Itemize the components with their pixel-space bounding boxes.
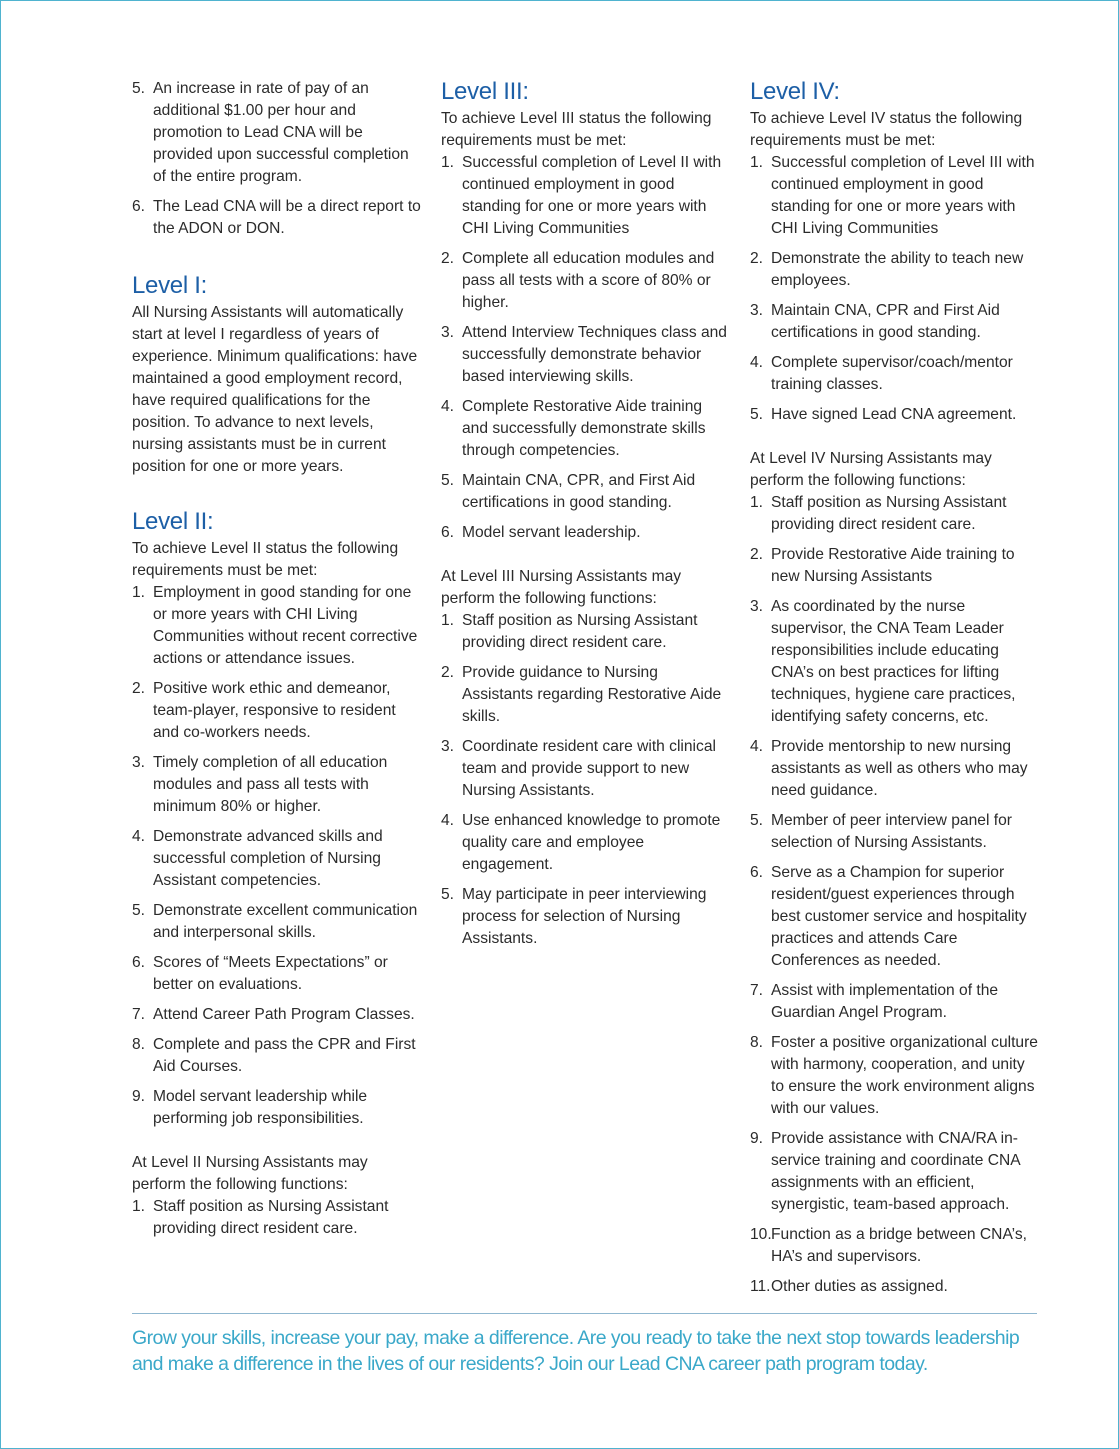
list-item-text: Assist with implementation of the Guardian Angel Program. [771, 982, 999, 1021]
list-item [750, 736, 1042, 802]
list-item-number: 1. [441, 612, 455, 629]
list-item-text: Maintain CNA, CPR and First Aid certifications in good standing. [771, 302, 1000, 341]
list-item-number: 1. [441, 154, 455, 171]
level-3-intro: To achieve Level III status the following requirements must be met: [441, 110, 712, 149]
list-item-text: Scores of “Meets Expectations” or better on evaluations. [153, 954, 388, 993]
list-item-number: 3. [750, 598, 764, 615]
level-2-functions-list [132, 1196, 424, 1240]
list-item-text: Function as a bridge between CNA’s, HA’s and supervisors. [771, 1226, 1027, 1265]
list-item [441, 522, 731, 544]
list-item-number: 9. [750, 1130, 764, 1147]
list-item-number: 5. [750, 812, 764, 829]
list-item [750, 1224, 1042, 1268]
list-item [750, 352, 1042, 396]
list-item [132, 678, 424, 744]
list-item-text: Model servant leadership while performing job responsibilities. [153, 1088, 368, 1127]
list-item-number: 8. [750, 1034, 764, 1051]
list-item-number: 4. [441, 812, 455, 829]
list-item-text: May participate in peer interviewing process for selection of Nursing Assistants. [462, 886, 707, 947]
list-item-text: Staff position as Nursing Assistant providing direct resident care. [153, 1198, 389, 1237]
level-2-requirements-list [132, 582, 424, 1130]
list-item-text: Employment in good standing for one or more years with CHI Living Communities without recent corrective actions or attendance issues. [153, 584, 418, 667]
list-item-text: Serve as a Champion for superior resident/guest experiences through best customer service and hospitality practices and attends Care Conferences as needed. [771, 864, 1027, 969]
list-item-number: 3. [132, 754, 146, 771]
list-item-number: 7. [132, 1006, 146, 1023]
list-item-number: 10. [750, 1226, 772, 1243]
list-item-number: 2. [132, 680, 146, 697]
list-item [441, 610, 731, 654]
list-item-text: Complete all education modules and pass all tests with a score of 80% or higher. [462, 250, 715, 311]
level-2-heading: Level II: [132, 508, 214, 535]
level-3-requirements-list [441, 152, 731, 544]
level-1-description: All Nursing Assistants will automatically start at level I regardless of years of experience. Minimum qualifications: have maintained a good employment record, have required qualifications for the position. To advance to next levels, nursing assistants must be in current position for one or more years. [132, 304, 418, 475]
level-4-heading: Level IV: [750, 78, 840, 105]
list-item-text: As coordinated by the nurse supervisor, the CNA Team Leader responsibilities include educating CNA’s on best practices for lifting techniques, hygiene care practices, identifying safety concerns, etc. [771, 598, 1016, 725]
level-1-heading: Level I: [132, 272, 207, 299]
list-item [750, 862, 1042, 972]
list-item-text: Other duties as assigned. [771, 1278, 948, 1295]
list-item-text: Maintain CNA, CPR, and First Aid certifications in good standing. [462, 472, 696, 511]
list-item [441, 152, 731, 240]
list-item-text: Timely completion of all education modules and pass all tests with minimum 80% or higher. [153, 754, 388, 815]
list-item [132, 752, 424, 818]
column-right [750, 78, 1042, 1306]
list-item-text: Have signed Lead CNA agreement. [771, 406, 1017, 423]
level-3-heading: Level III: [441, 78, 529, 105]
footer-line-2: and make a difference in the lives of our residents? Join our Lead CNA career path program today. [132, 1353, 928, 1375]
column-left [132, 78, 424, 1248]
list-item [750, 596, 1042, 728]
list-item-text: The Lead CNA will be a direct report to the ADON or DON. [153, 198, 421, 237]
list-item-number: 4. [441, 398, 455, 415]
list-item-number: 4. [132, 828, 146, 845]
list-item [132, 582, 424, 670]
level-4-intro: To achieve Level IV status the following requirements must be met: [750, 110, 1023, 149]
list-item-number: 11. [750, 1278, 771, 1295]
level-4-functions-list [750, 492, 1042, 1298]
list-item [750, 300, 1042, 344]
list-item-text: Attend Interview Techniques class and successfully demonstrate behavior based interviewing skills. [462, 324, 727, 385]
list-item [132, 1004, 424, 1026]
list-item-text: Demonstrate advanced skills and successful completion of Nursing Assistant competencies. [153, 828, 383, 889]
list-item [441, 322, 731, 388]
footer-divider [132, 1313, 1037, 1314]
list-item [750, 404, 1042, 426]
list-item-text: Provide Restorative Aide training to new Nursing Assistants [771, 546, 1015, 585]
list-item-text: An increase in rate of pay of an additional $1.00 per hour and promotion to Lead CNA will be provided upon successful completion of the entire program. [153, 80, 409, 185]
list-item [750, 810, 1042, 854]
level-2-intro: To achieve Level II status the following requirements must be met: [132, 540, 399, 579]
list-item [750, 492, 1042, 536]
column-middle [441, 78, 731, 958]
list-item-number: 4. [750, 738, 764, 755]
level-3-functions-list [441, 610, 731, 950]
list-item-number: 3. [750, 302, 764, 319]
list-item-number: 6. [750, 864, 764, 881]
list-item-number: 5. [132, 80, 146, 97]
list-item-number: 8. [132, 1036, 146, 1053]
list-item-number: 3. [441, 324, 455, 341]
list-item-text: Model servant leadership. [462, 524, 641, 541]
list-item [441, 736, 731, 802]
list-item-number: 2. [441, 664, 455, 681]
list-item-text: Use enhanced knowledge to promote quality care and employee engagement. [462, 812, 721, 873]
list-item-number: 3. [441, 738, 455, 755]
list-item-number: 1. [132, 1198, 146, 1215]
list-item [132, 826, 424, 892]
list-item [750, 248, 1042, 292]
list-item-text: Successful completion of Level II with continued employment in good standing for one or more years with CHI Living Communities [462, 154, 722, 237]
list-item [441, 884, 731, 950]
list-item-text: Demonstrate the ability to teach new employees. [771, 250, 1024, 289]
list-item-text: Complete and pass the CPR and First Aid Courses. [153, 1036, 416, 1075]
list-item-number: 7. [750, 982, 764, 999]
list-item-number: 9. [132, 1088, 146, 1105]
list-item-text: Demonstrate excellent communication and interpersonal skills. [153, 902, 418, 941]
list-item [441, 662, 731, 728]
list-item-text: Attend Career Path Program Classes. [153, 1006, 415, 1023]
list-item [132, 1034, 424, 1078]
list-item [441, 470, 731, 514]
list-item [132, 196, 424, 240]
level-2-functions-intro: At Level II Nursing Assistants may perform the following functions: [132, 1154, 368, 1193]
list-item [132, 1196, 424, 1240]
footer-line-1: Grow your skills, increase your pay, make a difference. Are you ready to take the next stop towards leadership [132, 1327, 1020, 1349]
list-item-text: Staff position as Nursing Assistant providing direct resident care. [462, 612, 698, 651]
list-item-text: Complete supervisor/coach/mentor training classes. [771, 354, 1013, 393]
list-item-number: 1. [750, 494, 764, 511]
list-item-number: 5. [132, 902, 146, 919]
list-item-text: Coordinate resident care with clinical team and provide support to new Nursing Assistants. [462, 738, 716, 799]
level-4-requirements-list [750, 152, 1042, 426]
list-item [441, 810, 731, 876]
list-item [750, 980, 1042, 1024]
list-item-text: Member of peer interview panel for selection of Nursing Assistants. [771, 812, 1012, 851]
level-3-functions-intro: At Level III Nursing Assistants may perform the following functions: [441, 568, 682, 607]
list-item-text: Successful completion of Level III with continued employment in good standing for one or more years with CHI Living Communities [771, 154, 1035, 237]
footer-call-to-action [132, 1325, 1072, 1377]
list-item-text: Positive work ethic and demeanor, team-player, responsive to resident and co-workers needs. [153, 680, 396, 741]
list-item [132, 900, 424, 944]
list-item-number: 2. [750, 250, 764, 267]
list-item [132, 1086, 424, 1130]
list-item-number: 5. [750, 406, 764, 423]
list-item-text: Staff position as Nursing Assistant providing direct resident care. [771, 494, 1007, 533]
list-item [750, 1128, 1042, 1216]
list-item-number: 6. [132, 198, 146, 215]
list-item [132, 78, 424, 188]
list-item [441, 248, 731, 314]
level-4-functions-intro: At Level IV Nursing Assistants may perform the following functions: [750, 450, 992, 489]
list-item [750, 1276, 1042, 1298]
list-item [750, 152, 1042, 240]
continued-requirements-list [132, 78, 424, 240]
list-item-number: 5. [441, 472, 455, 489]
list-item-number: 6. [441, 524, 455, 541]
list-item-number: 1. [132, 584, 146, 601]
list-item [441, 396, 731, 462]
list-item [132, 952, 424, 996]
list-item-number: 1. [750, 154, 764, 171]
list-item-text: Provide guidance to Nursing Assistants regarding Restorative Aide skills. [462, 664, 722, 725]
list-item-number: 4. [750, 354, 764, 371]
list-item-number: 6. [132, 954, 146, 971]
list-item [750, 1032, 1042, 1120]
list-item-text: Foster a positive organizational culture with harmony, cooperation, and unity to ensure the work environment aligns with our values. [771, 1034, 1038, 1117]
list-item-text: Provide assistance with CNA/RA in-service training and coordinate CNA assignments with an efficient, synergistic, team-based approach. [771, 1130, 1020, 1213]
list-item [750, 544, 1042, 588]
list-item-number: 2. [441, 250, 455, 267]
list-item-number: 2. [750, 546, 764, 563]
list-item-number: 5. [441, 886, 455, 903]
list-item-text: Complete Restorative Aide training and successfully demonstrate skills through competencies. [462, 398, 706, 459]
list-item-text: Provide mentorship to new nursing assistants as well as others who may need guidance. [771, 738, 1028, 799]
